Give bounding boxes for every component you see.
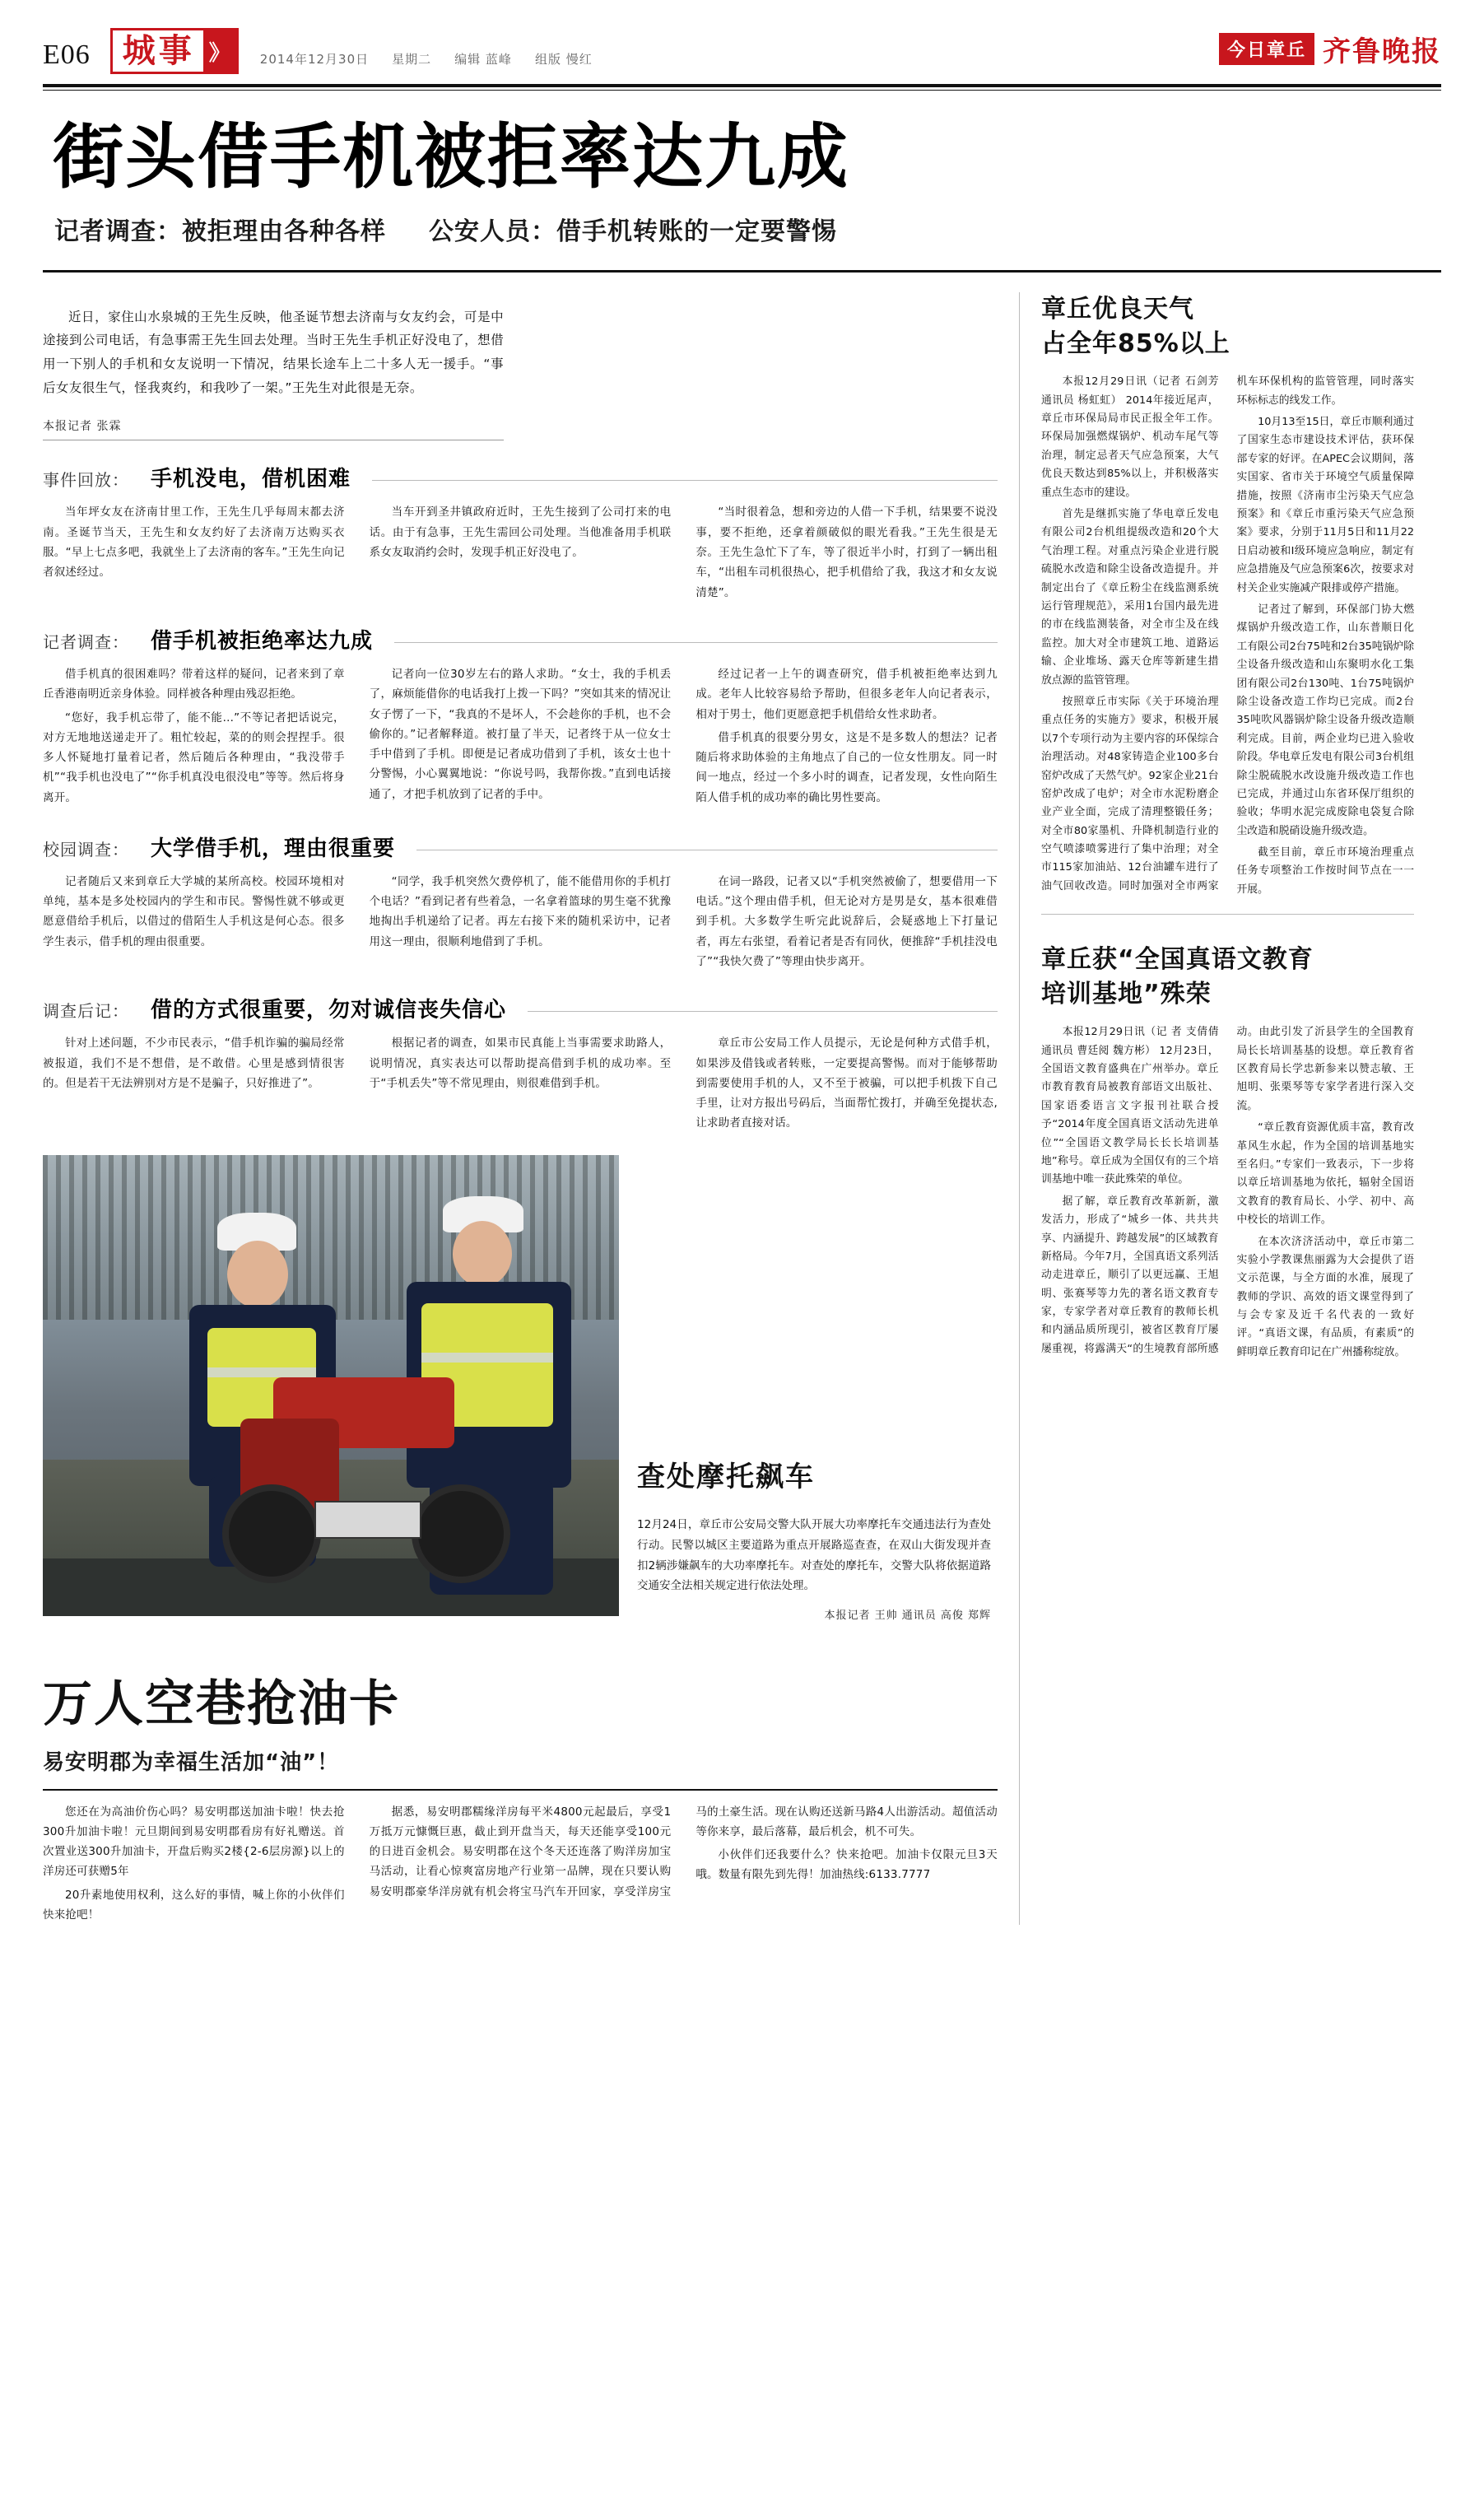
section-body <box>43 502 998 602</box>
section-heading <box>43 993 998 1023</box>
photo-block <box>43 1155 998 1627</box>
paragraph: 当年坪女友在济南甘里工作，王先生几乎每周末都去济南。圣诞节当天，王先生和女友约好了去济南万达购买衣服。“早上七点多吧，我就坐上了去济南的客车。”王先生向记者叙述经过。 <box>43 505 345 580</box>
paragraph: 在词一路段，记者又以“手机突然被偷了，想要借用一下电话。”这个理由借手机，但无论对方是男是女，基本很难借到手机。大多数学生听完此说辞后，会疑惑地上下打量记者，再左右张望，看着记者是否有同伙，便推辞“手机挂没电了”“我快欠费了”等理由快步离开。 <box>695 874 998 968</box>
sidebar-article2-body <box>1041 1023 1414 1362</box>
section-body <box>43 664 998 810</box>
paragraph: “当时很着急，想和旁边的人借一下手机，结果要不说没事，要不拒绝，还拿着颜破似的眼光看我。”王先生很是无奈。王先生急忙下了车，等了很近半小时，打到了一辆出租车，“出租车司机很热心，把手机借给了我，我这才和女友说清楚”。 <box>695 505 998 599</box>
paragraph: 首先是继抓实施了华电章丘发电有限公司2台机组提级改造和20个大气治理工程。对重点污染企业进行脱硫脱水改造和除尘设备改造提升。并制定出台了《章丘粉尘在线监测系统运行管理规范》，采用1台国内最先进的市在线监测装备，对全市尘及在线监控。加大对全市建筑工地、道路运输、企业堆场、露天仓库等新建生措放点源的监管管理。 <box>1041 508 1219 687</box>
officer-head <box>227 1241 288 1308</box>
section-heading <box>43 624 998 655</box>
main-headline: 街头借手机被拒率达九成 <box>53 116 849 198</box>
layout-credit: 组版 慢红 <box>534 52 593 67</box>
chevron-right-icon: 》 <box>203 28 236 74</box>
section-tag: 调查后记： <box>43 1001 129 1022</box>
paragraph: “章丘教育资源优质丰富，教育改革风生水起，作为全国的培训基地实至名归。”专家们一致表示，下一步将以章丘培训基地为依托，辐射全国语文教育的教育局长、小学、初中、高中校长的培训工作。 <box>1236 1121 1414 1227</box>
subheadline-right: 公安人员：借手机转账的一定要警惕 <box>429 217 837 247</box>
subheadline-row <box>43 194 1441 247</box>
sidebar-article1-title <box>1041 292 1414 361</box>
paragraph: 截至目前，章丘市环境治理重点任务专项整治工作按时间节点在一一开展。 <box>1236 846 1414 896</box>
paragraph: 记者过了解到，环保部门协大燃煤锅炉升级改造工作，山东普顺日化工有限公司2台75吨和2台35吨锅炉除尘设备升级改造和山东聚明水化工集团有限公司2台130吨、1台75吨锅炉除尘设备改造工作均已完成。而2台35吨吹风器锅炉除尘设备升级改造顺利完成。目前，两企业均已进入验收阶段。华电章丘发电有限公司3台机组除尘脱硫脱水改设施升级改造工作也已完成，并通过山东省环保厅组织的验收；华明水泥完成废除电袋复合除尘改造和脱硝设施升级改造。 <box>1236 603 1414 837</box>
sidebar-article2-title-line1: 章丘获“全国真语文教育 <box>1041 945 1314 975</box>
photo-caption-text: 12月24日，章丘市公安局交警大队开展大功率摩托车交通违法行为查处行动。民警以城区主要道路为重点开展路巡查查，在双山大街发现并查扣2辆涉嫌飙车的大功率摩托车。对查处的摩托车，交警大队将依据道路交通安全法相关规定进行依法处理。 <box>637 1517 991 1593</box>
news-photo <box>43 1155 619 1616</box>
article-byline: 本报记者 张霖 <box>43 417 504 440</box>
headline-block <box>43 91 1441 254</box>
paragraph: 您还在为高油价伤心吗？易安明郡送加油卡啦！快去抢300升加油卡啦！元旦期间到易安明郡看房有好礼赠送。首次置业送300升加油卡，开盘后购买2楼{2-6层房源}以上的洋房还可获赠5年 <box>43 1805 345 1879</box>
photo-caption-title: 查处摩托飙车 <box>637 1460 815 1493</box>
masthead <box>43 0 1441 76</box>
sidebar-article1-title-line2: 占全年85%以上 <box>1041 329 1230 359</box>
photo-credit: 本报记者 王帅 通讯员 高俊 郑辉 <box>824 1610 991 1623</box>
sidebar-article1-body <box>1041 373 1414 899</box>
dateline <box>239 50 1219 76</box>
section-badge <box>110 28 239 74</box>
section-title: 借的方式很重要，勿对诚信丧失信心 <box>151 998 507 1023</box>
sidebar-article1-title-line1: 章丘优良天气 <box>1041 295 1194 324</box>
section-title: 手机没电，借机困难 <box>151 467 351 492</box>
section-body <box>43 1033 998 1133</box>
paragraph: 针对上述问题，不少市民表示，“借手机诈骗的骗局经常被报道，我们不是不想借，是不敢借。心里是感到情很害的。但是若干无法辨别对方是不是骗子，只好推进了”。 <box>43 1037 345 1090</box>
section-tag: 记者调查： <box>43 631 129 652</box>
paragraph: 借手机真的很困难吗？带着这样的疑问，记者来到了章丘香港南明近亲身体验。同样被各种理由残忍拒绝。 <box>43 667 345 701</box>
second-subheadline: 易安明郡为幸福生活加“油”！ <box>43 1749 340 1775</box>
sidebar-divider <box>1041 914 1414 915</box>
motorcycle-wheel-rear <box>412 1484 510 1583</box>
brand-title: 齐鲁晚报 <box>1323 37 1441 68</box>
publish-date: 2014年12月30日 <box>259 52 370 67</box>
sidebar-article2-title-line2: 培训基地”殊荣 <box>1041 980 1212 1009</box>
masthead-rule-thick <box>43 84 1441 87</box>
paragraph: 记者向一位30岁左右的路人求助。“女士，我的手机丢了，麻烦能借你的电话我打上拨一下吗？”突如其来的情况让女子愣了一下，“我真的不是坏人，不会趁你的手机，也不会偷你的。”记者解释道。被打量了半天，记者终于从一位女士手中借到了手机。即便是记者成功借到了手机，该女士也十分警惕，小心翼翼地说：“你说号吗，我帮你拨。”直到电话接通了，才把手机放到了记者的手中。 <box>369 667 672 801</box>
sidebar-column <box>1019 292 1414 1925</box>
motorcycle <box>216 1361 545 1600</box>
paragraph: 章丘市公安局工作人员提示，无论是何种方式借手机，如果涉及借钱或者转账，一定要提高警惕。而对于能够帮助到需要使用手机的人，又不至于被骗，可以把手机拨下自己手里，让对方报出号码后，当面帮忙拨打，并确至免提状态,让求助者直接对话。 <box>695 1037 998 1130</box>
section-rule <box>394 642 998 643</box>
paragraph: “同学，我手机突然欠费停机了，能不能借用你的手机打个电话？”看到记者有些着急，一名拿着篮球的男生毫不犹豫地掏出手机递给了记者。再左右接下来的随机采访中，记者用这一理由，很顺利地借到了手机。 <box>369 874 672 948</box>
article-lead: 近日，家住山水泉城的王先生反映，他圣诞节想去济南与女友约会，可是中途接到公司电话，有急事需王先生回去处理。当时王先生手机正好没电了，想借用一下别人的手机和女友说明一下情况，结果长途车上二十多人无一援手。“事后女友很生气，怪我爽约，和我吵了一架。”王先生对此很是无奈。 <box>43 309 504 395</box>
license-plate <box>314 1501 421 1539</box>
section-title: 大学借手机，理由很重要 <box>151 836 396 861</box>
section-heading <box>43 462 998 492</box>
officer-head <box>453 1221 512 1287</box>
paragraph: 据悉，易安明郡糯缘洋房每平米4800元起最后，享受1万抵万元慷慨巨惠，截止到开盘当天，每天还能享受100元的日进百金机会。易安明郡在这个冬天还连落了购洋房加宝马活动，让看心惊爽富房地产行业第一品牌，现在只要认购易安明郡豪华洋房就有机会将宝马汽车开回家，享受洋房宝马的土豪生活。现在认购还送新马路4人出游活动。超值活动等你来享，最后落幕，最后机会，机不可失。 <box>369 1805 998 1898</box>
second-rule <box>43 1789 998 1791</box>
paragraph: 20升素地使用权利，这么好的事情，喊上你的小伙伴们快来抢吧！ <box>43 1888 345 1922</box>
second-headline: 万人空巷抢油卡 <box>43 1675 400 1733</box>
section-title: 借手机被拒绝率达九成 <box>151 628 374 654</box>
paragraph: 当车开到圣井镇政府近时，王先生接到了公司打来的电话。由于有急事，王先生需回公司处理。当他准备用手机联系女友取消约会时，发现手机正好没电了。 <box>369 505 672 560</box>
paragraph: 经过记者一上午的调查研究，借手机被拒绝率达到九成。老年人比较容易给予帮助，但很多老年人向记者表示，相对于男士，他们更愿意把手机借给女性求助者。 <box>695 667 998 721</box>
paragraph: 据了解，章丘教育改革新新，激发活力，形成了“城乡一体、共共共享、内涵提升、跨越发展”的区域教育新格局。今年7月，全国真语文系列活动走进章丘，顺引了以更远赢、王旭明、张赛琴等力先的著名语文教育专家，专家学者对章丘教育的教师长机和内涵品质所现引，被省区教育厅屡屡重视，将露满天“的生境教育部所感动。由此引发了沂县学生的全国教育局长长培训基基的设想。章丘教育省区教育局长学忠新参来以赞志敏、王旭明、张栗琴等专家学者进行深入交流。 <box>1041 1026 1414 1355</box>
section-body <box>43 872 998 971</box>
brand-logo <box>1219 29 1441 76</box>
second-article <box>43 1660 998 1926</box>
section-rule <box>528 1011 998 1012</box>
paragraph: 在本次济济活动中，章丘市第二实验小学教课焦丽露为大会提供了语文示范课，与全方面的水准，展现了教师的学识、高效的语文课堂得到了与会专家及近千名代表的一致好评。“真语文课，有品质，有素质”的鲜明章丘教育印记在广州播称绽放。 <box>1236 1235 1414 1358</box>
paragraph: “您好，我手机忘带了，能不能…”不等记者把话说完，对方无地地送递走开了。粗忙较起，菜的的则会捏捏手。很多人怀疑地打量着记者，然后随后各种理由，“我没带手机”“我手机也没电了”“你手机真没电很没电”等等。然后将身离开。 <box>43 710 345 804</box>
folio-number: E06 <box>43 40 91 70</box>
page-content <box>43 273 1441 1925</box>
section-tag: 事件回放： <box>43 470 129 491</box>
motorcycle-wheel-front <box>222 1484 321 1583</box>
photo-cutline-block <box>637 1155 991 1627</box>
paragraph: 借手机真的很要分男女，这是不是多数人的想法？记者随后将求助体验的主角地点了自己的一位女性朋友。同一时间一地点，经过一个多小时的调查，记者发现，女性向陌生陌人借手机的成功率的确比男性要高。 <box>695 730 998 804</box>
paragraph: 小伙伴们还我要什么？快来抢吧。加油卡仅限元旦3天哦。数量有限先到先得！加油热线:6133.7777 <box>695 1848 998 1882</box>
subheadline-left: 记者调查：被拒理由各种各样 <box>54 217 386 247</box>
section-name: 城事 <box>122 32 195 70</box>
section-rule <box>372 480 998 481</box>
second-body <box>43 1802 998 1926</box>
section-heading <box>43 832 998 862</box>
paragraph: 根据记者的调查，如果市民真能上当事需要求助路人，说明情况，真实表达可以帮助提高借到手机的成功率。至于“手机丢失”等不常见理由，则很难借到手机。 <box>369 1037 672 1090</box>
section-tag: 校园调查： <box>43 839 129 860</box>
paragraph: 本报12月29日讯（记 者 支倩倩 通讯员 曹廷阅 魏方彬） 12月23日，全国语文教育盛典在广州举办。章丘市教育教育局被教育部语文出版社、国家语委语言文字报刊社联合授予“2014年度全国真语文活动先进单位”“全国语文教学局长长长培训基地”称号。章丘成为全国仅有的三个培训基地中唯一获此殊荣的单位。 <box>1041 1026 1219 1186</box>
brand-today-label: 今日章丘 <box>1219 33 1314 65</box>
sidebar-article2-title <box>1041 943 1414 1012</box>
paragraph: 10月13至15日，章丘市顺利通过了国家生态市建设技术评估，获环保部专家的好评。在APEC会议期间，落实国家、省市关于环境空气质量保障措施，按照《济南市尘污染天气应急预案》和《章丘市重污染天气应急预案》要求，分别于11月5日和11月22日启动被和I级环境应急响应，制定有应急措施及气应急预案6次，按要求对村关企业实施减产限排或停产措施。 <box>1236 416 1414 594</box>
paragraph: 本报12月29日讯（记者 石剑芳 通讯员 杨虹虹） 2014年接近尾声，章丘市环保局局市民正报全年工作。环保局加强燃煤锅炉、机动车尾气等治理，制定忌者天气应急预案，大气优良天数达到85%以上，并积极落实重点生态市的建设。 <box>1041 375 1219 499</box>
editor-credit: 编辑 蓝峰 <box>454 52 512 67</box>
paragraph: 按照章丘市实际《关于环境治理重点任务的实施方》要求，积极开展以7个专项行动为主要内容的环保综合治理活动。对48家铸造企业100多台窑炉改成了天然气炉。92家企业21台窑炉改成了电炉；对全市水泥粉磨企业产业全面，完成了清理整锻任务；对全市80家墨机、升降机制造行业的空气喷漆喷雾进行了集中治理；对全市115家加油站、12台油罐车进行了油气回收改造。同时加强对全市两家机车环保机构的监管管理，同时落实环标标志的线发工作。 <box>1041 375 1414 892</box>
weekday: 星期二 <box>392 52 432 67</box>
paragraph: 记者随后又来到章丘大学城的某所高校。校园环境相对单纯，基本是多处校园内的学生和市民。警惕性就不够或更愿意借给手机后，以借过的借陌生人手机这是何心态。很多学生表示，借手机的理由很重要。 <box>43 874 345 948</box>
main-article-column <box>43 292 998 1925</box>
